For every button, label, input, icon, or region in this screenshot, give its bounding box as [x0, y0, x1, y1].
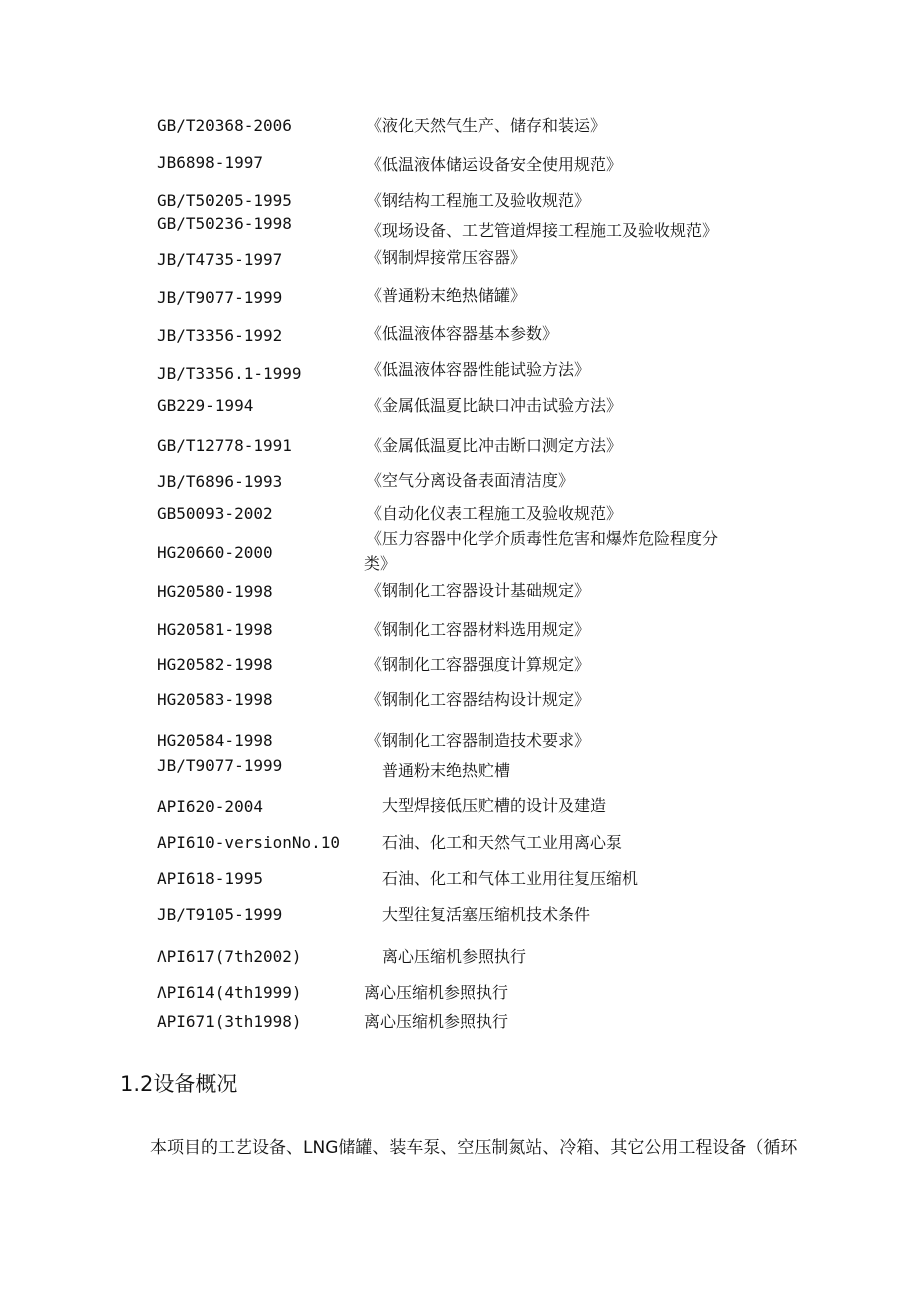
standard-title-continued: 类》 — [364, 554, 397, 573]
standard-code: API618-1995 — [157, 869, 263, 888]
standard-title: 《自动化仪表工程施工及验收规范》 — [366, 504, 623, 523]
standard-title: 《钢制化工容器材料选用规定》 — [366, 620, 591, 639]
standard-code: ΛPI617(7th2002) — [157, 947, 302, 966]
standard-title: 《钢制化工容器强度计算规定》 — [366, 655, 591, 674]
standard-title: 离心压缩机参照执行 — [364, 983, 509, 1002]
standard-code: GB/T12778-1991 — [157, 436, 292, 455]
standard-title: 《低温液体储运设备安全使用规范》 — [366, 155, 623, 174]
standard-title: 《钢制化工容器设计基础规定》 — [366, 581, 591, 600]
standard-title: 《现场设备、工艺管道焊接工程施工及验收规范》 — [366, 221, 719, 240]
standard-title: 《金属低温夏比缺口冲击试验方法》 — [366, 396, 623, 415]
standard-code: HG20584-1998 — [157, 731, 273, 750]
standard-title: 《压力容器中化学介质毒性危害和爆炸危险程度分 — [366, 529, 719, 548]
standard-code: JB/T9105-1999 — [157, 905, 283, 924]
standard-title: 《钢制化工容器制造技术要求》 — [366, 731, 591, 750]
standard-code: GB/T50205-1995 — [157, 191, 292, 210]
standard-code: GB50093-2002 — [157, 504, 273, 523]
standard-code: GB/T20368-2006 — [157, 116, 292, 135]
standard-code: HG20580-1998 — [157, 582, 273, 601]
standard-code: GB229-1994 — [157, 396, 254, 415]
standard-title: 石油、化工和天然气工业用离心泵 — [382, 833, 623, 852]
section-paragraph: 本项目的工艺设备、LNG储罐、装车泵、空压制氮站、冷箱、其它公用工程设备（循环 — [150, 1138, 798, 1158]
standard-title: 《钢制化工容器结构设计规定》 — [366, 690, 591, 709]
standard-code: HG20582-1998 — [157, 655, 273, 674]
standard-code: JB/T3356-1992 — [157, 326, 283, 345]
standard-title: 《普通粉末绝热储罐》 — [366, 286, 527, 305]
standard-code: ΛPI614(4th1999) — [157, 983, 302, 1002]
standard-title: 《钢结构工程施工及验收规范》 — [366, 191, 591, 210]
standard-title: 石油、化工和气体工业用往复压缩机 — [382, 869, 639, 888]
standard-code: JB/T9077-1999 — [157, 756, 283, 775]
standard-code: API620-2004 — [157, 797, 263, 816]
standard-title: 离心压缩机参照执行 — [364, 1012, 509, 1031]
standard-title: 《钢制焊接常压容器》 — [366, 248, 527, 267]
standard-code: HG20660-2000 — [157, 543, 273, 562]
standard-code: JB6898-1997 — [157, 153, 263, 172]
standard-title: 《金属低温夏比冲击断口测定方法》 — [366, 436, 623, 455]
standard-title: 《液化天然气生产、储存和装运》 — [366, 116, 607, 135]
standard-title: 大型焊接低压贮槽的设计及建造 — [382, 796, 607, 815]
standard-code: API671(3th1998) — [157, 1012, 302, 1031]
standard-title: 普通粉末绝热贮槽 — [382, 761, 511, 780]
standard-code: JB/T6896-1993 — [157, 472, 283, 491]
standard-title: 离心压缩机参照执行 — [382, 947, 527, 966]
section-heading: 1.2设备概况 — [120, 1072, 238, 1096]
standard-code: HG20581-1998 — [157, 620, 273, 639]
standard-title: 《空气分离设备表面清洁度》 — [366, 471, 575, 490]
standard-code: GB/T50236-1998 — [157, 214, 292, 233]
standard-title: 《低温液体容器基本参数》 — [366, 324, 559, 343]
standard-title: 《低温液体容器性能试验方法》 — [366, 360, 591, 379]
standard-title: 大型往复活塞压缩机技术条件 — [382, 905, 591, 924]
standard-code: JB/T4735-1997 — [157, 250, 283, 269]
standard-code: HG20583-1998 — [157, 690, 273, 709]
standard-code: API610-versionNo.10 — [157, 833, 341, 852]
standard-code: JB/T9077-1999 — [157, 288, 283, 307]
standard-code: JB/T3356.1-1999 — [157, 364, 302, 383]
